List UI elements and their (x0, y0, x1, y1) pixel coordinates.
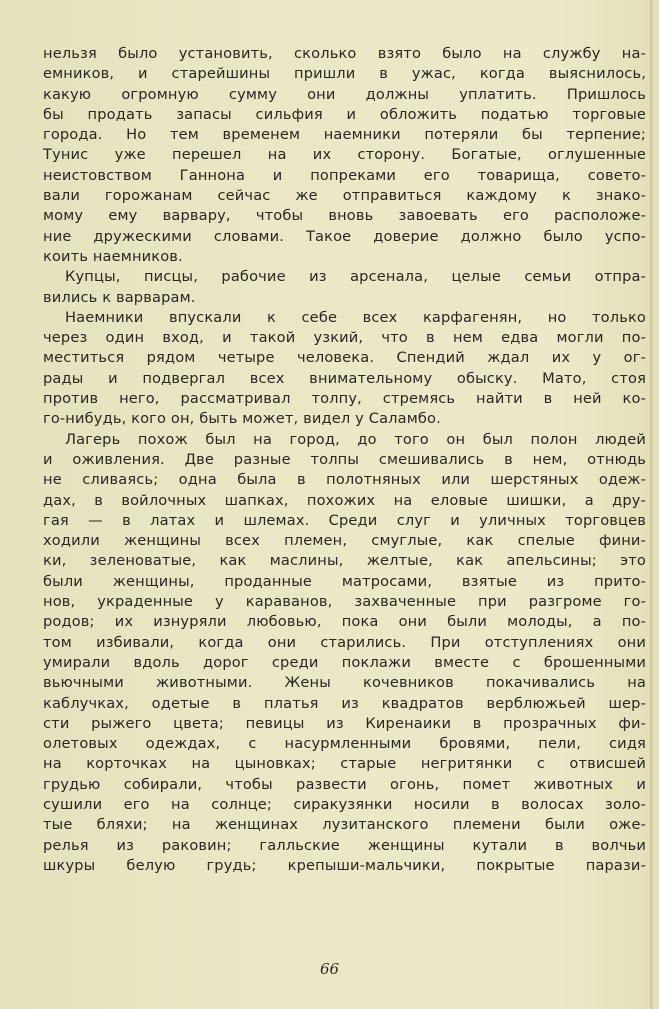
text-line: города. Но тем временем наемники потеряли бы терпение; (43, 126, 646, 144)
text-line: против него, рассматривал толпу, стремясь найти в ней ко- (43, 390, 646, 408)
text-line: и оживления. Две разные толпы смешивались в нем, отнюдь (43, 450, 646, 468)
text-line: вали горожанам сейчас же отправиться каждому к знако- (43, 187, 646, 205)
text-line: каблучках, одетые в платья из квадратов верблюжьей шер- (43, 694, 646, 712)
text-line: олетовых одеждах, с насурмленными бровями, пели, сидя (43, 735, 646, 753)
text-line: мому ему варвару, чтобы вновь завоевать его расположе- (43, 207, 646, 225)
text-line: сушили его на солнце; сиракузянки носили в волосах золо- (43, 795, 646, 813)
text-line: умирали вдоль дорог среди поклажи вместе с брошенными (43, 653, 646, 671)
text-line: нов, украденные у караванов, захваченные при разгроме го- (43, 593, 646, 611)
text-line: Купцы, писцы, рабочие из арсенала, целые семьи отпра- (65, 268, 646, 286)
text-line: го-нибудь, кого он, быть может, видел у Саламбо. (43, 410, 441, 428)
text-line: ние дружескими словами. Такое доверие должно было успо- (43, 227, 646, 245)
text-line: Наемники впускали к себе всех карфагенян, но только (65, 308, 646, 326)
text-line: меститься рядом четыре человека. Спендий ждал их у ог- (43, 349, 646, 367)
text-line: какую огромную сумму они должны уплатить. Пришлось (43, 85, 646, 103)
text-line: шкуры белую грудь; крепыши-мальчики, покрытые парази- (43, 856, 646, 874)
text-line: на корточках на цыновках; старые негритянки с отвисшей (43, 755, 646, 773)
text-line: Тунис уже перешел на их сторону. Богатые, оглушенные (43, 146, 646, 164)
text-line: емников, и старейшины пришли в ужас, когда выяснилось, (43, 65, 646, 83)
text-line: ки, зеленоватые, как маслины, желтые, как апельсины; это (43, 552, 646, 570)
text-line: тые бляхи; на женщинах лузитанского племени были оже- (43, 816, 646, 834)
text-line: ходили женщины всех племен, смуглые, как спелые фини- (43, 532, 646, 550)
text-line: нельзя было установить, сколько взято было на службу на- (43, 45, 646, 62)
text-line: не сливаясь; одна была в полотняных или шерстяных одеж- (43, 471, 646, 489)
text-line: Лагерь похож был на город, до того он был полон людей (65, 430, 646, 448)
text-line: через один вход, и такой узкий, что в нем едва могли по- (43, 329, 646, 347)
text-line: сти рыжего цвета; певицы из Киренаики в прозрачных фи- (43, 714, 646, 732)
page-edge (650, 0, 653, 1009)
text-line: вились к варварам. (43, 288, 196, 306)
text-line: гая — в латах и шлемах. Среди слуг и уличных торговцев (43, 511, 646, 529)
text-line: релья из раковин; галльские женщины кутали в волчьи (43, 836, 646, 854)
text-line: коить наемников. (43, 247, 183, 265)
text-line: рады и подвергал всех внимательному обыску. Мато, стоя (43, 369, 646, 387)
text-line: бы продать запасы сильфия и обложить податью торговые (43, 105, 646, 123)
text-line: родов; их изнуряли любовью, пока они были молоды, а по- (43, 613, 646, 631)
text-line: грудью собирали, чтобы развести огонь, помет животных и (43, 775, 646, 793)
body-text (43, 44, 646, 876)
text-line: были женщины, проданные матросами, взятые из прито- (43, 572, 646, 590)
page-number: 66 (319, 960, 340, 978)
text-line: дах, в войлочных шапках, похожих на еловые шишки, а дру- (43, 491, 646, 509)
text-line: том избивали, когда они старились. При отступлениях они (43, 633, 646, 651)
text-line: неистовством Ганнона и попреками его товарища, совето- (43, 166, 646, 184)
text-line: вьючными животными. Жены кочевников покачивались на (43, 674, 646, 692)
